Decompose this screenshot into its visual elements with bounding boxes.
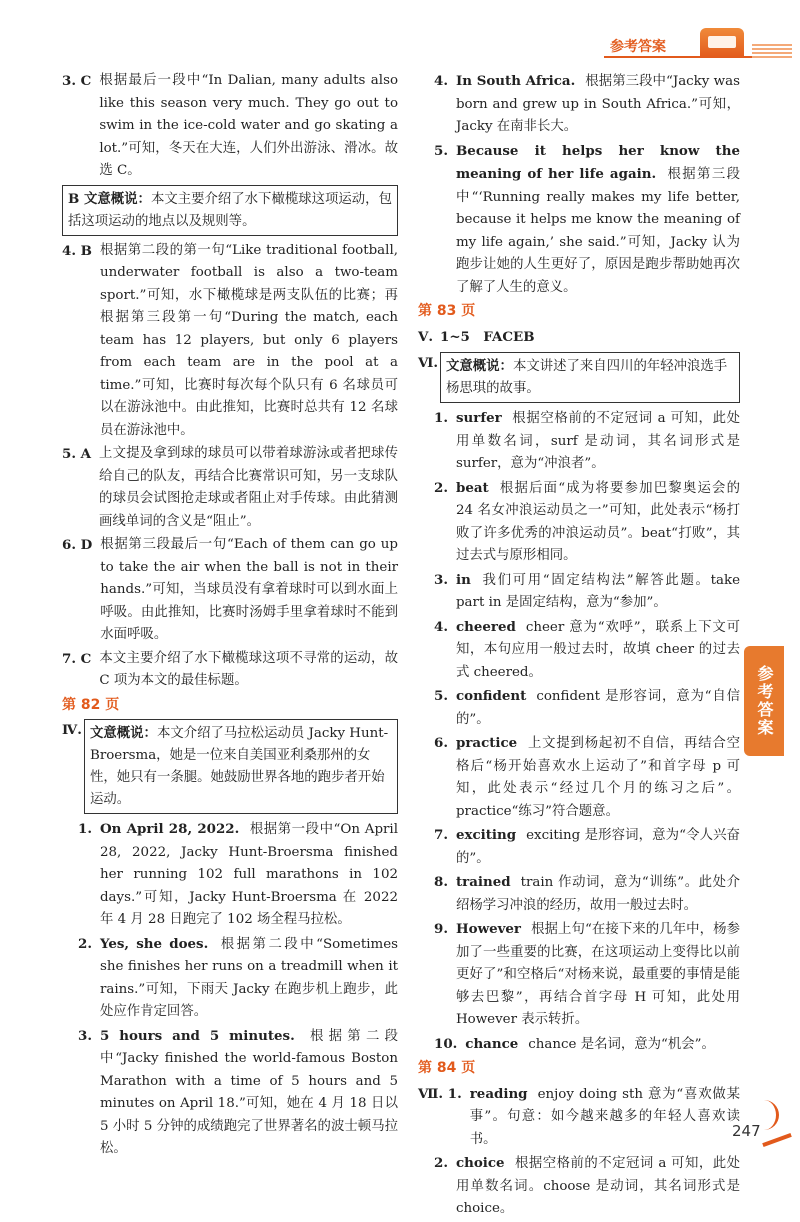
answer-item: [62, 534, 398, 647]
answer-item: [62, 933, 398, 1024]
answer-explanation: 根据上句“在接下来的几年中，杨参加了一些重要的比赛，在这项运动上变得比以前更好了”和空格后“对杨来说，最重要的事情是能够去巴黎”，再结合首字母 H 可知，此处用 However 表示转折。: [455, 922, 740, 1027]
answer-item: [62, 818, 398, 932]
summary-text: 本文主要介绍了水下橄榄球这项运动，包括这项运动的地点以及规则等。: [68, 191, 392, 229]
answer-explanation: 根据第三段最后一句“Each of them can go up to take the air when the ball is not in their hands.”可知，当球员没有拿着球时可以到水面上呼吸。由此推知，比赛时汤姆手里拿着球时不能到水面呼吸。: [100, 537, 398, 642]
page-heading-82: 第 82 页: [62, 696, 120, 713]
answer-item: [418, 732, 740, 823]
answer-number: 2.: [434, 1155, 448, 1171]
answer-text: 5 hours and 5 minutes.: [99, 1027, 295, 1044]
left-column: [62, 70, 398, 1162]
answer-text: choice: [455, 1155, 505, 1171]
answer-text: cheered: [455, 618, 516, 635]
answer-item: [62, 1025, 398, 1161]
answer-text: chance: [465, 1035, 519, 1052]
answer-explanation: 本文主要介绍了水下橄榄球这项不寻常的运动，故 C 项为本文的最佳标题。: [99, 650, 398, 688]
section-iv-summary: [62, 719, 398, 814]
section-b-summary: [62, 185, 398, 236]
answer-text: trained: [455, 874, 511, 890]
answer-item: [418, 477, 740, 568]
answer-explanation: 根据第三段中“‘Running really makes my life better, because it helps me know the meaning of my life again,’ she said.”可知，Jacky 认为跑步让她的人生更好了，原因是跑步帮助她再次了解了人生的意义。: [455, 167, 741, 295]
header-label: 参考答案: [610, 39, 666, 55]
answer-number: 10.: [434, 1035, 458, 1052]
answer-text: Yes, she does.: [99, 935, 209, 952]
section-roman: Ⅶ.: [418, 1085, 444, 1102]
answer-number: 2.: [434, 479, 448, 496]
answer-item: [418, 1152, 740, 1221]
answer-explanation: exciting 是形容词，意为“令人兴奋的”。: [455, 828, 740, 866]
answer-explanation: 根据第二段的第一句“Like traditional football, underwater football is also a two-team sport.”可知，水下橄榄球是两支队伍的比赛；再根据第三段第一句“During the match, each team has 12 players, but only 6 players from each team are in the pool at a time.”可知，比赛时每次每个队只有 6 名球员可以在游泳池中。由此推知，比赛时总共有 12 名球员在游泳池中。: [99, 242, 398, 438]
answer-number: 6.: [434, 735, 448, 751]
answer-text: However: [455, 921, 521, 937]
answer-item: [418, 685, 740, 731]
answer-number: 4.: [434, 618, 448, 635]
answer-text: reading: [469, 1085, 528, 1102]
answer-text: confident: [455, 688, 527, 704]
section-roman: Ⅴ.: [418, 328, 434, 345]
book-logo-icon: [700, 28, 744, 58]
section-roman: Ⅳ.: [62, 722, 82, 738]
answer-number: 3.: [78, 1027, 92, 1044]
answer-number: 7. C: [62, 650, 92, 667]
answer-item: [418, 824, 740, 870]
answer-number: 5.: [434, 142, 448, 159]
answer-number: 3. C: [62, 73, 92, 89]
section-v-answers: [418, 326, 740, 349]
section-vi-summary: [418, 352, 740, 403]
answer-number: 1.: [447, 1085, 462, 1102]
answer-explanation: 根据后面“成为将要参加巴黎奥运会的 24 名女冲浪运动员之一”可知，此处表示“杨打败了许多优秀的冲浪运动员”。beat“打败”，其过去式与原形相同。: [455, 480, 740, 563]
answer-text: Because it helps her know the meaning of her life again.: [455, 142, 740, 182]
answer-number: 1.: [78, 821, 92, 837]
answer-explanation: 根据空格前的不定冠词 a 可知，此处用单数名词，surf 是动词，其名词形式是 surfer，意为“冲浪者”。: [455, 411, 740, 471]
answer-text: On April 28, 2022.: [99, 821, 240, 837]
answer-item: [418, 871, 740, 917]
answer-item: [418, 1083, 740, 1152]
answer-explanation: confident 是形容词，意为“自信的”。: [455, 689, 740, 727]
answer-explanation: chance 是名词，意为“机会”。: [528, 1036, 715, 1052]
answer-number: 4. B: [62, 242, 92, 259]
answer-number: 5. A: [62, 446, 92, 462]
answer-explanation: 根据第二段中“Jacky finished the world-famous Boston Marathon with a time of 5 hours and 5 minutes on April 18.”可知，她在 4 月 18 日以 5 小时 5 分钟的成绩跑完了世界著名的波士顿马拉松。: [99, 1028, 399, 1156]
header-stripes: [752, 44, 792, 58]
summary-label: 文意概说：: [446, 358, 513, 374]
answer-item: [418, 407, 740, 476]
answer-number: 7.: [434, 827, 448, 843]
answer-text: beat: [455, 479, 489, 496]
answer-explanation: 我们可用“固定结构法”解答此题。take part in 是固定结构，意为“参加”。: [455, 572, 740, 610]
summary-text: 本文介绍了马拉松运动员 Jacky Hunt-Broersma，她是一位来自美国亚利桑那州的女性，她只有一条腿。她鼓励世界各地的跑步者开始运动。: [90, 726, 389, 807]
side-tab: 参考答案: [744, 646, 784, 756]
answer-explanation: 根据空格前的不定冠词 a 可知，此处用单数名词。choose 是动词，其名词形式是 choice。: [455, 1156, 740, 1216]
answer-text: exciting: [455, 827, 517, 843]
answer-item: [418, 70, 740, 139]
answer-item: [62, 443, 398, 533]
summary-label: 文意概说：: [90, 725, 157, 741]
answer-item: [418, 1033, 740, 1057]
page-number: 247: [732, 1122, 761, 1140]
section-roman: Ⅵ.: [418, 355, 439, 371]
answer-number: 5.: [434, 688, 448, 704]
answer-explanation: 根据第三段中“Jacky was born and grew up in South Africa.”可知，Jacky 在南非长大。: [455, 74, 740, 134]
answer-item: [418, 140, 740, 300]
answer-explanation: 根据第一段中“On April 28, 2022, Jacky Hunt-Broersma finished her running 102 full marathons in 102 days.”可知，Jacky Hunt-Broersma 在 2022 年 4 月 28 日跑完了 102 场全程马拉松。: [99, 822, 398, 927]
answer-item: [418, 918, 740, 1032]
answer-item: [62, 70, 398, 183]
answer-explanation: 上文提及拿到球的球员可以带着球游泳或者把球传给自己的队友，再结合比赛常识可知，另一支球队的球员会试图抢走球或者阻止对手传球。由此猜测画线单词的含义是“阻止”。: [99, 446, 398, 529]
answer-item: [62, 648, 398, 693]
answer-number: 1.: [434, 410, 448, 426]
answer-item: [418, 569, 740, 615]
summary-label: B 文意概说：: [68, 190, 151, 207]
answer-text: in: [455, 571, 471, 588]
right-column: [418, 70, 740, 1222]
summary-text: 本文讲述了来自四川的年轻冲浪选手杨思琪的故事。: [446, 359, 728, 396]
answer-explanation: enjoy doing sth 意为“喜欢做某事”。句意：如今越来越多的年轻人喜欢读书。: [469, 1086, 740, 1147]
page-bar-icon: [762, 1133, 792, 1147]
answer-text: practice: [455, 735, 518, 751]
answer-item: [62, 240, 398, 443]
answer-number: 3.: [434, 571, 448, 588]
page-heading-83: 第 83 页: [418, 303, 476, 319]
answer-text: In South Africa.: [455, 73, 576, 89]
answer-explanation: 根据最后一段中“In Dalian, many adults also like this season very much. They go out to swim in the ice-cold water and go skating a lot.”可知，冬天在大连，人们外出游泳、滑冰。故选 C。: [99, 73, 398, 178]
answer-number: 6. D: [62, 537, 93, 553]
answer-explanation: 上文提到杨起初不自信，再结合空格后“杨开始喜欢水上运动了”和首字母 p 可知，此处表示“经过几个月的练习之后”。practice“练习”符合题意。: [455, 736, 740, 819]
answer-explanation: 根据第二段中“Sometimes she finishes her runs on a treadmill when it rains.”可知，下雨天 Jacky 在跑步机上跑步，此处应作肯定回答。: [99, 936, 398, 1019]
answer-item: [418, 616, 740, 685]
answer-text: surfer: [455, 410, 502, 426]
answer-number: 2.: [78, 935, 92, 952]
page-heading-84: 第 84 页: [418, 1060, 476, 1076]
answer-explanation: train 作动词，意为“训练”。此处介绍杨学习冲浪的经历，故用一般过去时。: [455, 875, 740, 913]
answer-explanation: cheer 意为“欢呼”，联系上下文可知，本句应用一般过去时，故填 cheer 的过去式 cheered。: [455, 619, 740, 680]
answer-number: 9.: [434, 921, 448, 937]
answer-number: 4.: [434, 73, 448, 89]
section-v-text: 1~5 FACEB: [440, 328, 535, 345]
answer-number: 8.: [434, 874, 448, 890]
